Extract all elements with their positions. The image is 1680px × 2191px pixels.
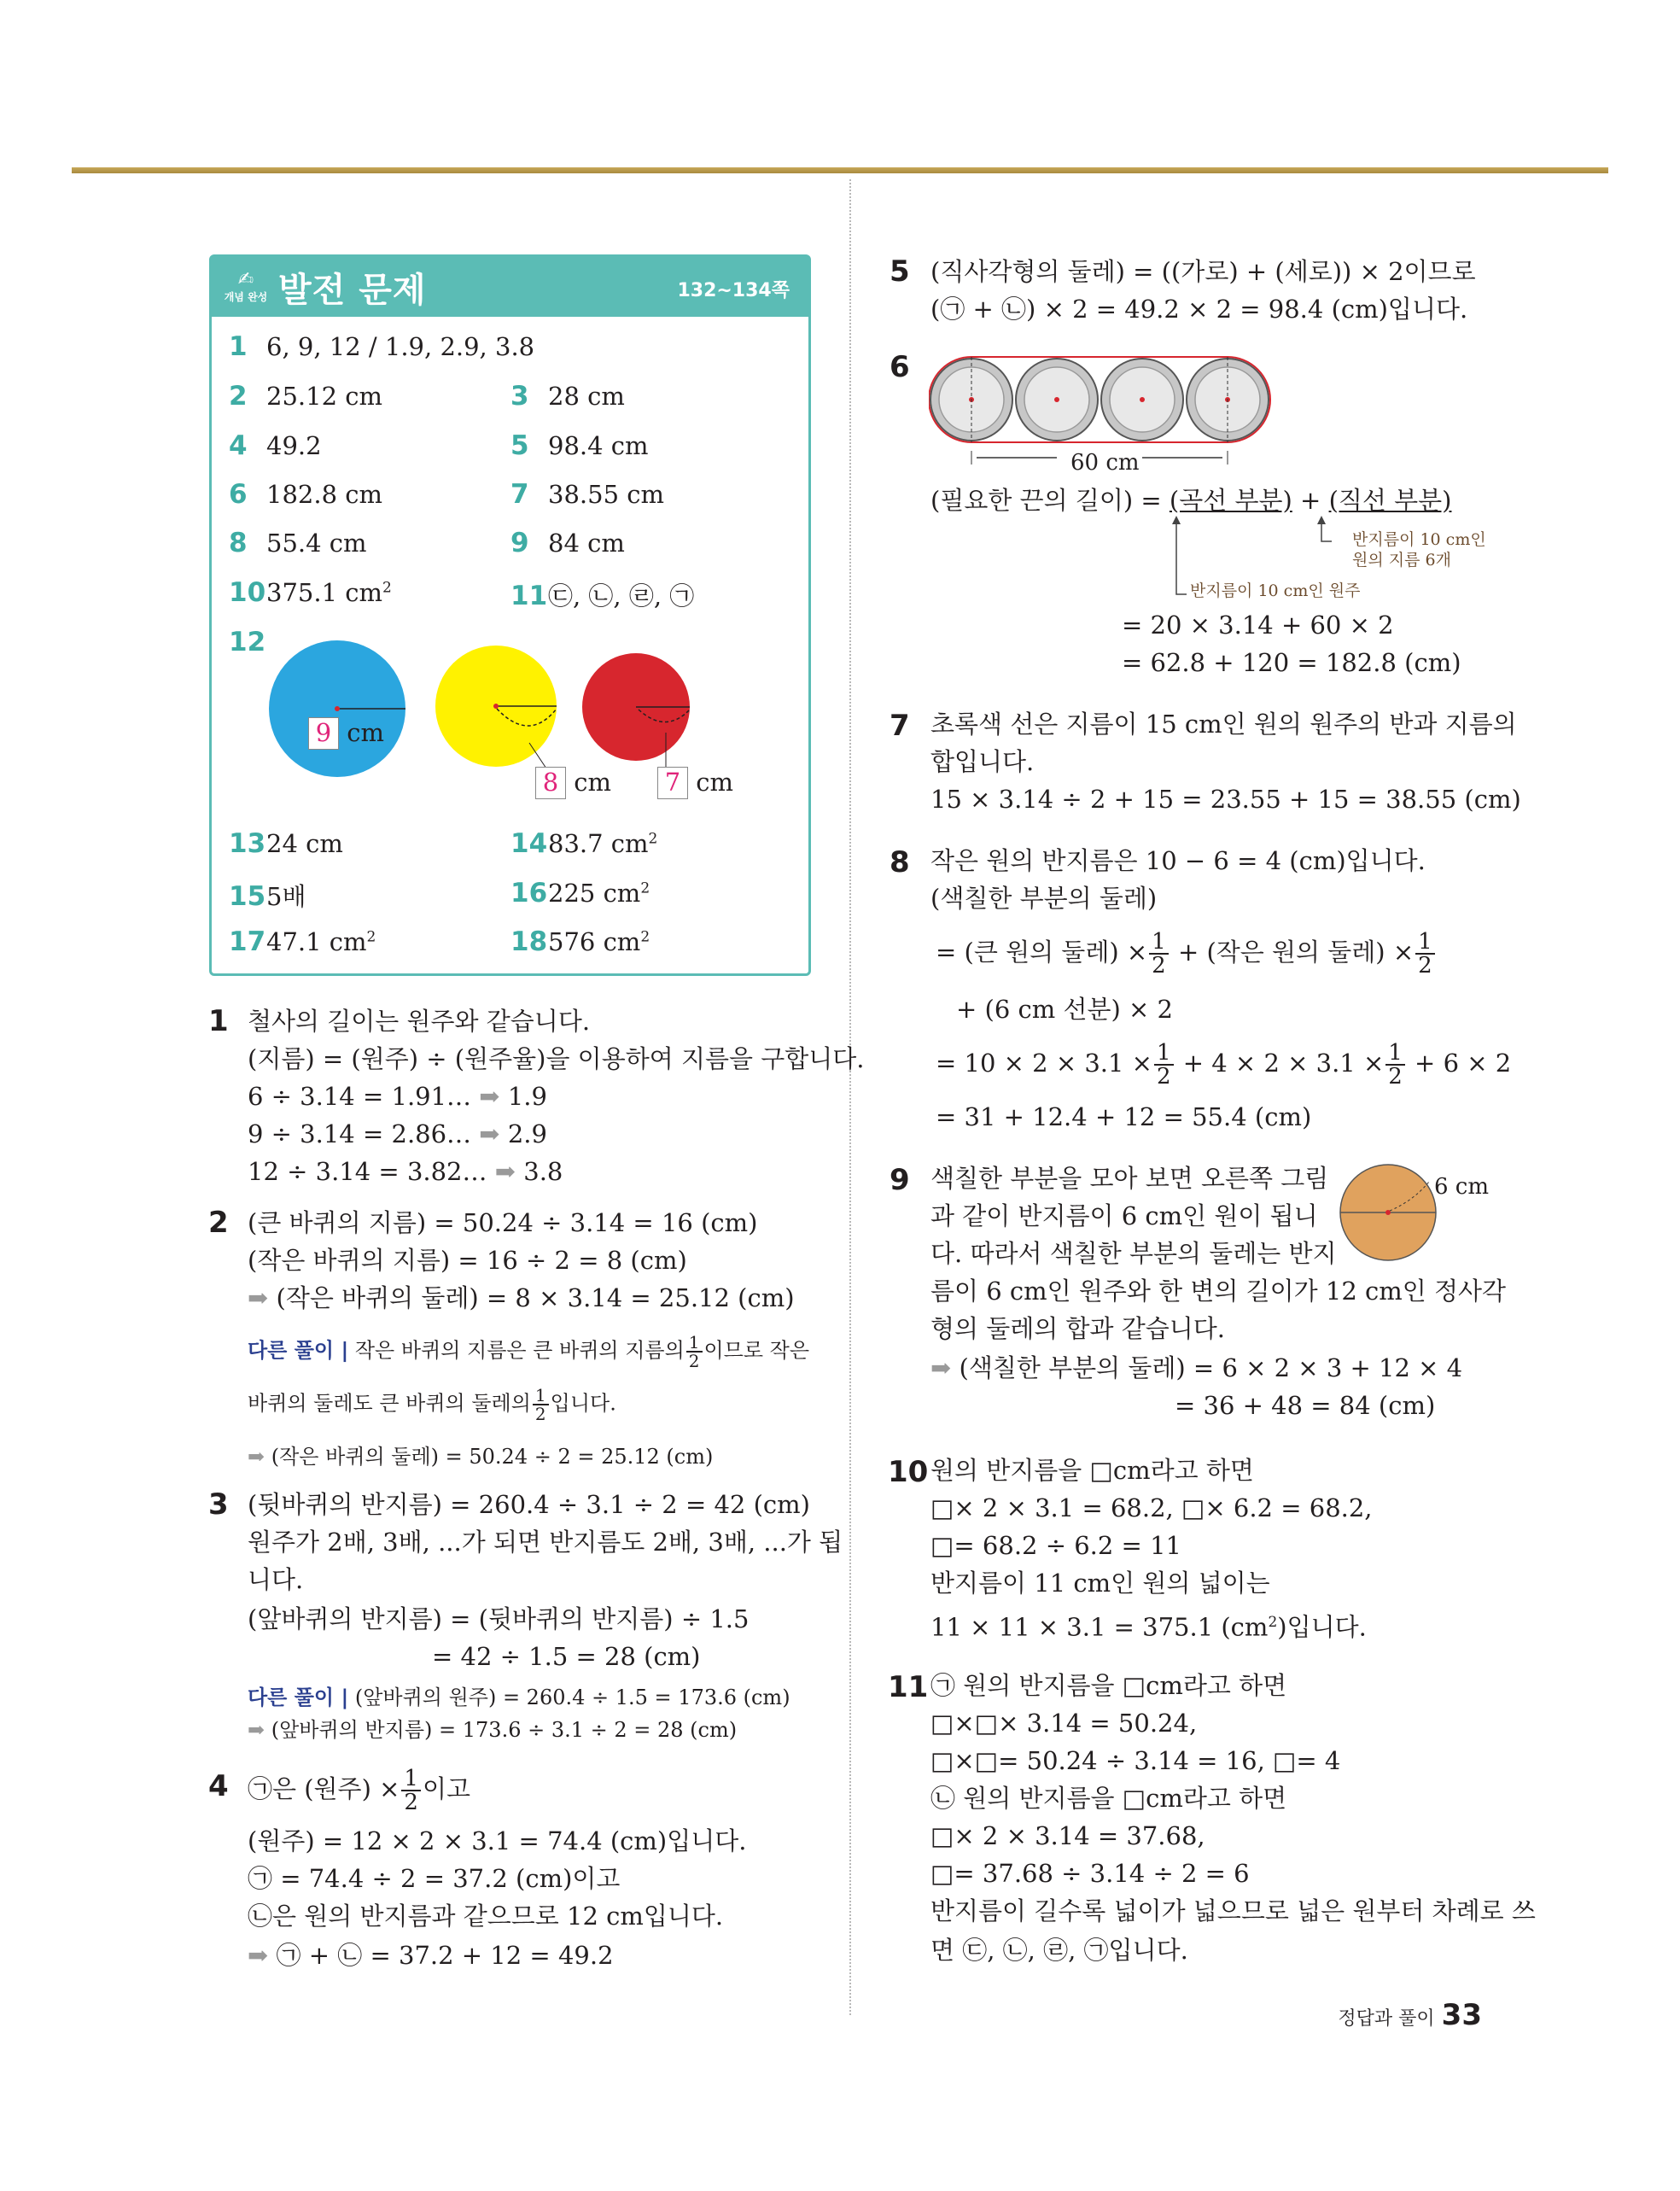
sol2-alt: ➡ (작은 바퀴의 둘레) = 50.24 ÷ 2 = 25.12 (cm): [248, 1445, 714, 1469]
arrow-icon: ➡: [479, 1119, 500, 1148]
solution-4-number: 4: [208, 1769, 229, 1803]
answer-14: 1483.7 $cm^2$: [510, 828, 658, 859]
sol11-line: ㉡ 원의 반지름을 □cm라고 하면: [930, 1784, 1287, 1813]
sol4-line: ㉠ = 74.4 ÷ 2 = 37.2 (cm)이고: [248, 1864, 621, 1893]
answer-5: 5 98.4 cm: [510, 430, 649, 461]
page-footer: [1338, 1998, 1482, 2032]
circle-label-9: 9 cm: [308, 717, 384, 750]
solution-8-number: 8: [890, 845, 910, 879]
answer-17: 1747.1 $cm^2$: [229, 926, 376, 957]
note-diameter: 반지름이 10 cm인 원의 지름 6개: [1352, 530, 1486, 570]
solution-10-number: 10: [888, 1455, 929, 1489]
pen-hand-icon: ✍: [237, 268, 254, 290]
answer-13: 1324 cm: [229, 828, 343, 859]
answer-9: 9 84 cm: [510, 528, 625, 558]
sol4-line: ㉡은 원의 반지름과 같으므로 12 cm입니다.: [248, 1902, 724, 1931]
answer-12: 12: [229, 627, 266, 657]
sol9-line: 색칠한 부분을 모아 보면 오른쪽 그림: [930, 1164, 1329, 1193]
solution-2-number: 2: [208, 1206, 229, 1240]
sol3-alt: 다른 풀이 | (앞바퀴의 원주) = 260.4 ÷ 1.5 = 173.6 (cm): [248, 1686, 790, 1709]
arrow-icon: ➡: [248, 1445, 265, 1469]
arrow-icon: ➡: [248, 1941, 269, 1970]
sol7-line: 15 × 3.14 ÷ 2 + 15 = 23.55 + 15 = 38.55 (cm): [930, 785, 1521, 814]
answer-1: 1 6, 9, 12 / 1.9, 2.9, 3.8: [229, 331, 535, 362]
sol8-line: (색칠한 부분의 둘레): [930, 884, 1158, 913]
sol6-calc: = 62.8 + 120 = 182.8 (cm): [1122, 648, 1461, 677]
sol11-line: 면 ㉢, ㉡, ㉣, ㉠입니다.: [930, 1936, 1188, 1965]
sol8-line: + (6 cm 선분) × 2: [956, 995, 1173, 1024]
sol1-line: (지름) = (원주) ÷ (원주율)을 이용하여 지름을 구합니다.: [248, 1044, 865, 1073]
sol10-line: □× 2 × 3.1 = 68.2, □× 6.2 = 68.2,: [930, 1493, 1373, 1522]
solution-3-number: 3: [208, 1487, 229, 1522]
answer-8: 8 55.4 cm: [229, 528, 367, 558]
sol2-line: (큰 바퀴의 지름) = 50.24 ÷ 3.14 = 16 (cm): [248, 1208, 758, 1237]
sol3-line: (앞바퀴의 반지름) = (뒷바퀴의 반지름) ÷ 1.5: [248, 1604, 750, 1633]
sol1-line: 12 ÷ 3.14 = 3.82… ➡ 3.8: [248, 1157, 563, 1186]
sol11-line: 반지름이 길수록 넓이가 넓으므로 넓은 원부터 차례로 쓰: [930, 1896, 1536, 1925]
answer-4: 4 49.2: [229, 430, 322, 461]
footer-label: 정답과 풀이: [1338, 2008, 1435, 2030]
sol9-line: 름이 6 cm인 원주와 한 변의 길이가 12 cm인 정사각: [930, 1277, 1507, 1306]
sol8-line: = (큰 원의 둘레) × $\frac{1}{2}$ + (작은 원의 둘레) × $\frac{1}{2}$: [936, 931, 1437, 977]
answer-box-header: [212, 257, 808, 317]
answer-15: 155배: [229, 881, 306, 912]
sol10-line: 원의 반지름을 □cm라고 하면: [930, 1456, 1254, 1485]
sol11-line: □= 37.68 ÷ 3.14 ÷ 2 = 6: [930, 1859, 1250, 1888]
sol11-line: □× 2 × 3.14 = 37.68,: [930, 1821, 1205, 1850]
answer-6: 6 182.8 cm: [229, 479, 382, 510]
concept-badge: ✍ 개념 완성: [224, 268, 268, 303]
solution-11-number: 11: [888, 1670, 929, 1704]
solution-1-number: 1: [208, 1004, 229, 1038]
circle-label-7: 7 cm: [657, 767, 733, 799]
circle-label-8: 8 cm: [535, 767, 611, 799]
answer-box: [209, 254, 811, 976]
column-divider: [849, 179, 851, 2015]
sol10-line: 11 × 11 × 3.1 = 375.1 $(cm^2)$입니다.: [930, 1612, 1367, 1642]
sol9-line: 과 같이 반지름이 6 cm인 원이 됩니: [930, 1201, 1318, 1230]
answer-2: 2 25.12 cm: [229, 381, 382, 412]
sol3-line: (뒷바퀴의 반지름) = 260.4 ÷ 3.1 ÷ 2 = 42 (cm): [248, 1490, 810, 1519]
sol11-line: □×□= 50.24 ÷ 3.14 = 16, □= 4: [930, 1746, 1341, 1775]
solution-9-number: 9: [890, 1163, 910, 1197]
answer-16: 16225 $cm^2$: [510, 878, 650, 909]
section-title: 발전 문제: [278, 270, 427, 310]
top-rule: [72, 167, 1608, 173]
page-range: 132~134쪽: [677, 280, 790, 301]
sol3-line: = 42 ÷ 1.5 = 28 (cm): [432, 1642, 701, 1671]
arrow-icon: ➡: [494, 1157, 516, 1186]
sol1-line: 9 ÷ 3.14 = 2.86… ➡ 2.9: [248, 1119, 547, 1148]
arrow-icon: ➡: [479, 1082, 500, 1111]
answer-11: 11㉢, ㉡, ㉣, ㉠: [510, 581, 695, 611]
sol8-line: = 10 × 2 × 3.1 × $\frac{1}{2}$ + 4 × 2 × 3.1 × $\frac{1}{2}$ + 6 × 2: [936, 1040, 1512, 1090]
sol6-calc: = 20 × 3.14 + 60 × 2: [1122, 611, 1394, 640]
sol9-line: 형의 둘레의 합과 같습니다.: [930, 1314, 1226, 1343]
sol3-alt: ➡ (앞바퀴의 반지름) = 173.6 ÷ 3.1 ÷ 2 = 28 (cm): [248, 1718, 738, 1742]
sol2-alt: 바퀴의 둘레도 큰 바퀴의 둘레의 $\frac{1}{2}$ 입니다.: [248, 1385, 616, 1424]
sol1-line: 철사의 길이는 원주와 같습니다.: [248, 1007, 591, 1036]
sol4-line: ㉠은 (원주) × $\frac{1}{2}$ 이고: [248, 1766, 470, 1815]
solution-5-number: 5: [890, 254, 910, 289]
answer-7: 7 38.55 cm: [510, 479, 664, 510]
page-number: 33: [1441, 1998, 1482, 2032]
sol11-line: □×□× 3.14 = 50.24,: [930, 1709, 1198, 1738]
sol7-line: 합입니다.: [930, 747, 1035, 776]
sol7-line: 초록색 선은 지름이 15 cm인 원의 원주의 반과 지름의: [930, 710, 1517, 739]
sol9-line: 다. 따라서 색칠한 부분의 둘레는 반지: [930, 1239, 1337, 1268]
solution-6-number: 6: [890, 350, 910, 384]
radius-label: 6 cm: [1434, 1174, 1490, 1200]
sol2-line: ➡ (작은 바퀴의 둘레) = 8 × 3.14 = 25.12 (cm): [248, 1283, 795, 1312]
sol5-line: (㉠ + ㉡) × 2 = 49.2 × 2 = 98.4 (cm)입니다.: [930, 295, 1468, 324]
sol8-line: 작은 원의 반지름은 10 − 6 = 4 (cm)입니다.: [930, 846, 1426, 875]
solution-7-number: 7: [890, 709, 910, 743]
sol10-line: □= 68.2 ÷ 6.2 = 11: [930, 1531, 1181, 1560]
sol11-line: ㉠ 원의 반지름을 □cm라고 하면: [930, 1671, 1287, 1700]
sol4-line: (원주) = 12 × 2 × 3.1 = 74.4 (cm)입니다.: [248, 1826, 747, 1855]
arrow-icon: ➡: [248, 1283, 269, 1312]
sol9-line: = 36 + 48 = 84 (cm): [1175, 1391, 1436, 1420]
sol2-alt: 다른 풀이 | 작은 바퀴의 지름은 큰 바퀴의 지름의 $\frac{1}{2}$ 이므로 작은: [248, 1332, 810, 1371]
sol6-line: (필요한 끈의 길이) = (곡선 부분) + (직선 부분): [930, 486, 1452, 515]
answer-3: 3 28 cm: [510, 381, 625, 412]
arrow-icon: ➡: [930, 1353, 952, 1382]
sol5-line: (직사각형의 둘레) = ((가로) + (세로)) × 2이므로: [930, 257, 1476, 286]
note-circumference: 반지름이 10 cm인 원주: [1190, 581, 1361, 600]
sol4-line: ➡ ㉠ + ㉡ = 37.2 + 12 = 49.2: [248, 1941, 614, 1970]
sol1-line: 6 ÷ 3.14 = 1.91… ➡ 1.9: [248, 1082, 547, 1111]
sol8-line: = 31 + 12.4 + 12 = 55.4 (cm): [936, 1102, 1312, 1131]
sol10-line: 반지름이 11 cm인 원의 넓이는: [930, 1569, 1270, 1598]
diagram-60cm-label: 60 cm: [1070, 450, 1140, 476]
answer-18: 18576 $cm^2$: [510, 926, 650, 957]
sol2-line: (작은 바퀴의 지름) = 16 ÷ 2 = 8 (cm): [248, 1246, 687, 1275]
answer-10: 10375.1 $cm^2$: [229, 577, 392, 608]
orange-circle-diagram: [1337, 1158, 1439, 1269]
arrow-icon: ➡: [248, 1718, 265, 1742]
sol3-line: 니다.: [248, 1565, 304, 1594]
sol3-line: 원주가 2배, 3배, ...가 되면 반지름도 2배, 3배, ...가 됩: [248, 1528, 843, 1557]
sol9-line: ➡ (색칠한 부분의 둘레) = 6 × 2 × 3 + 12 × 4: [930, 1353, 1463, 1382]
